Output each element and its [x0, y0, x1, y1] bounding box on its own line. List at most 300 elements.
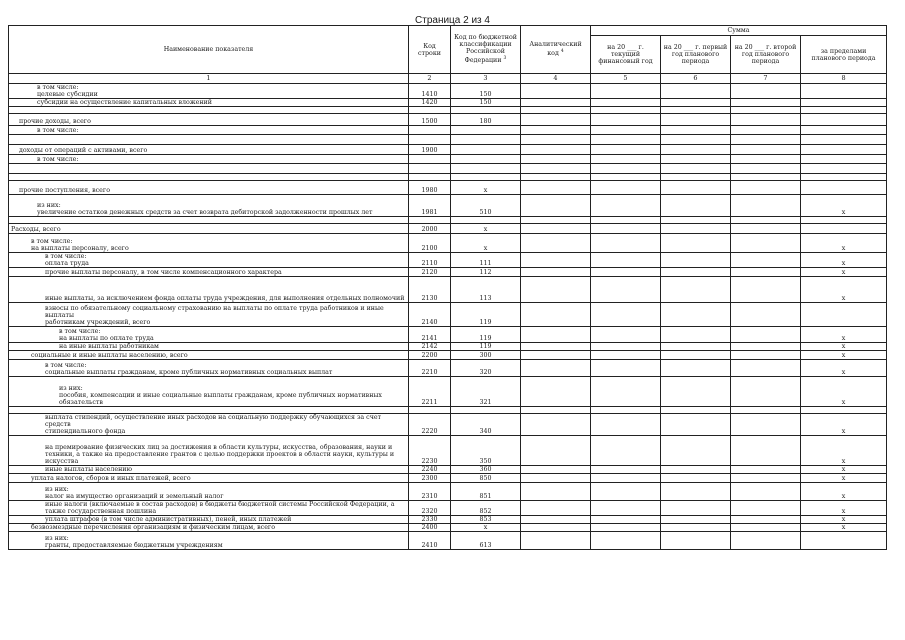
table-row: [9, 501, 887, 516]
amount-first-plan-year: [661, 532, 731, 550]
analytic-code-cell: [521, 174, 591, 181]
indicator-name: в том числе:: [9, 155, 409, 164]
budget-code: 150: [451, 99, 521, 107]
line-code: 2400: [409, 524, 451, 532]
table-row: [9, 99, 887, 107]
column-number: 2: [409, 74, 451, 84]
analytic-code-cell: [521, 181, 591, 195]
indicator-name: в том числе: оплата труда: [9, 253, 409, 268]
amount-first-plan-year: [661, 253, 731, 268]
amount-current-year: [591, 474, 661, 483]
amount-first-plan-year: [661, 174, 731, 181]
indicator-name: в том числе: целевые субсидии: [9, 84, 409, 99]
amount-second-plan-year: [731, 524, 801, 532]
amount-current-year: [591, 253, 661, 268]
line-code: 2140: [409, 303, 451, 327]
amount-current-year: [591, 84, 661, 99]
amount-beyond-plan: x: [801, 524, 887, 532]
analytic-code-cell: [521, 483, 591, 501]
amount-current-year: [591, 351, 661, 360]
amount-second-plan-year: [731, 516, 801, 524]
header-analytic-code: Аналитический код $^4$: [521, 26, 591, 74]
column-number: 1: [9, 74, 409, 84]
amount-beyond-plan: [801, 303, 887, 327]
line-code: 2310: [409, 483, 451, 501]
amount-second-plan-year: [731, 195, 801, 217]
amount-beyond-plan: x: [801, 501, 887, 516]
line-code: 2000: [409, 224, 451, 234]
amount-current-year: [591, 436, 661, 466]
budget-code: x: [451, 224, 521, 234]
amount-beyond-plan: x: [801, 343, 887, 351]
amount-first-plan-year: [661, 268, 731, 277]
header-line-code: Код строки: [409, 26, 451, 74]
indicator-name: прочие выплаты персоналу, в том числе компенсационного характера: [9, 268, 409, 277]
amount-first-plan-year: [661, 135, 731, 145]
table-row: [9, 466, 887, 474]
amount-second-plan-year: [731, 277, 801, 303]
table-row: [9, 516, 887, 524]
analytic-code-cell: [521, 145, 591, 155]
analytic-code-cell: [521, 84, 591, 99]
indicator-name: прочие поступления, всего: [9, 181, 409, 195]
amount-first-plan-year: [661, 224, 731, 234]
budget-code: [451, 164, 521, 174]
amount-beyond-plan: x: [801, 377, 887, 407]
header-current-year: на 20 ___ г. текущий финансовый год: [591, 36, 661, 74]
table-row: [9, 107, 887, 114]
line-code: 2320: [409, 501, 451, 516]
amount-beyond-plan: x: [801, 327, 887, 343]
line-code: 2142: [409, 343, 451, 351]
amount-current-year: [591, 114, 661, 126]
table-row: [9, 224, 887, 234]
line-code: 2230: [409, 436, 451, 466]
amount-second-plan-year: [731, 84, 801, 99]
page-title: Страница 2 из 4: [415, 15, 490, 26]
amount-second-plan-year: [731, 483, 801, 501]
amount-first-plan-year: [661, 217, 731, 224]
header-second-plan-year: на 20 ___ г. второй год планового периода: [731, 36, 801, 74]
amount-beyond-plan: [801, 126, 887, 135]
indicator-name: социальные и иные выплаты населению, всего: [9, 351, 409, 360]
amount-current-year: [591, 360, 661, 377]
table-row: [9, 155, 887, 164]
amount-second-plan-year: [731, 343, 801, 351]
amount-current-year: [591, 181, 661, 195]
analytic-code-cell: [521, 99, 591, 107]
amount-current-year: [591, 145, 661, 155]
header-beyond-plan-period: за пределами планового периода: [801, 36, 887, 74]
analytic-code-cell: [521, 268, 591, 277]
amount-beyond-plan: x: [801, 414, 887, 436]
amount-beyond-plan: x: [801, 195, 887, 217]
amount-beyond-plan: [801, 217, 887, 224]
line-code: [409, 107, 451, 114]
amount-beyond-plan: x: [801, 436, 887, 466]
indicator-name: [9, 107, 409, 114]
analytic-code-cell: [521, 164, 591, 174]
amount-second-plan-year: [731, 99, 801, 107]
line-code: 1900: [409, 145, 451, 155]
line-code: 2211: [409, 377, 451, 407]
header-first-plan-year: на 20 ___ г. первый год планового периода: [661, 36, 731, 74]
amount-second-plan-year: [731, 145, 801, 155]
amount-first-plan-year: [661, 195, 731, 217]
line-code: 2220: [409, 414, 451, 436]
amount-beyond-plan: [801, 174, 887, 181]
amount-beyond-plan: x: [801, 360, 887, 377]
table-body: [9, 84, 887, 550]
budget-code: 321: [451, 377, 521, 407]
amount-first-plan-year: [661, 501, 731, 516]
table-row: [9, 126, 887, 135]
budget-code: [451, 174, 521, 181]
amount-second-plan-year: [731, 466, 801, 474]
table-row: [9, 407, 887, 414]
indicator-name: иные налоги (включаемые в состав расходов) в бюджеты бюджетной системы Российской Федерации, а также государственная пошлина: [9, 501, 409, 516]
line-code: 1410: [409, 84, 451, 99]
amount-second-plan-year: [731, 303, 801, 327]
line-code: 2120: [409, 268, 451, 277]
amount-second-plan-year: [731, 268, 801, 277]
amount-beyond-plan: [801, 407, 887, 414]
amount-current-year: [591, 195, 661, 217]
line-code: 2130: [409, 277, 451, 303]
amount-first-plan-year: [661, 114, 731, 126]
table-row: [9, 351, 887, 360]
amount-current-year: [591, 268, 661, 277]
budget-code: [451, 107, 521, 114]
budget-code: [451, 217, 521, 224]
indicator-name: уплата налогов, сборов и иных платежей, всего: [9, 474, 409, 483]
line-code: 2100: [409, 234, 451, 253]
analytic-code-cell: [521, 377, 591, 407]
amount-beyond-plan: [801, 181, 887, 195]
indicator-name: [9, 407, 409, 414]
amount-first-plan-year: [661, 377, 731, 407]
amount-current-year: [591, 532, 661, 550]
amount-second-plan-year: [731, 532, 801, 550]
budget-code: 350: [451, 436, 521, 466]
indicator-name: выплата стипендий, осуществление иных расходов на социальную поддержку обучающихся за счет средств стипендиального фонда: [9, 414, 409, 436]
amount-second-plan-year: [731, 217, 801, 224]
amount-second-plan-year: [731, 114, 801, 126]
amount-first-plan-year: [661, 474, 731, 483]
amount-current-year: [591, 107, 661, 114]
amount-first-plan-year: [661, 155, 731, 164]
table-row: [9, 327, 887, 343]
analytic-code-cell: [521, 407, 591, 414]
amount-first-plan-year: [661, 483, 731, 501]
table-row: [9, 268, 887, 277]
budget-code: [451, 135, 521, 145]
table-row: [9, 174, 887, 181]
amount-first-plan-year: [661, 234, 731, 253]
amount-second-plan-year: [731, 407, 801, 414]
indicator-name: на иные выплаты работникам: [9, 343, 409, 351]
amount-second-plan-year: [731, 174, 801, 181]
budget-code: 850: [451, 474, 521, 483]
analytic-code-cell: [521, 532, 591, 550]
indicator-name: иные выплаты населению: [9, 466, 409, 474]
amount-current-year: [591, 343, 661, 351]
amount-beyond-plan: x: [801, 268, 887, 277]
header-budget-classification-code: Код по бюджетной классификации Российской Федерации $^3$: [451, 26, 521, 74]
amount-first-plan-year: [661, 351, 731, 360]
indicator-name: доходы от операций с активами, всего: [9, 145, 409, 155]
amount-beyond-plan: x: [801, 253, 887, 268]
amount-second-plan-year: [731, 155, 801, 164]
amount-second-plan-year: [731, 253, 801, 268]
table-row: [9, 377, 887, 407]
line-code: 1981: [409, 195, 451, 217]
amount-current-year: [591, 234, 661, 253]
line-code: 2300: [409, 474, 451, 483]
column-number: 4: [521, 74, 591, 84]
table-row: [9, 234, 887, 253]
financial-plan-table: [8, 25, 887, 550]
analytic-code-cell: [521, 234, 591, 253]
amount-second-plan-year: [731, 327, 801, 343]
amount-current-year: [591, 99, 661, 107]
budget-code: [451, 145, 521, 155]
budget-code: 510: [451, 195, 521, 217]
table-row: [9, 217, 887, 224]
line-code: [409, 164, 451, 174]
amount-first-plan-year: [661, 303, 731, 327]
line-code: 1500: [409, 114, 451, 126]
budget-code: x: [451, 234, 521, 253]
amount-current-year: [591, 407, 661, 414]
line-code: [409, 217, 451, 224]
amount-current-year: [591, 466, 661, 474]
amount-first-plan-year: [661, 99, 731, 107]
amount-first-plan-year: [661, 145, 731, 155]
indicator-name: [9, 135, 409, 145]
amount-second-plan-year: [731, 126, 801, 135]
table-row: [9, 135, 887, 145]
table-row: [9, 303, 887, 327]
table-row: [9, 114, 887, 126]
line-code: 2210: [409, 360, 451, 377]
budget-code: 180: [451, 114, 521, 126]
analytic-code-cell: [521, 277, 591, 303]
amount-second-plan-year: [731, 224, 801, 234]
amount-current-year: [591, 516, 661, 524]
amount-beyond-plan: [801, 99, 887, 107]
line-code: 2410: [409, 532, 451, 550]
analytic-code-cell: [521, 253, 591, 268]
analytic-code-cell: [521, 516, 591, 524]
amount-beyond-plan: [801, 155, 887, 164]
amount-beyond-plan: [801, 107, 887, 114]
analytic-code-cell: [521, 414, 591, 436]
column-number: 8: [801, 74, 887, 84]
column-number: 3: [451, 74, 521, 84]
amount-current-year: [591, 155, 661, 164]
analytic-code-cell: [521, 224, 591, 234]
amount-first-plan-year: [661, 164, 731, 174]
table-row: [9, 532, 887, 550]
amount-second-plan-year: [731, 414, 801, 436]
amount-beyond-plan: [801, 114, 887, 126]
line-code: 2200: [409, 351, 451, 360]
amount-beyond-plan: x: [801, 351, 887, 360]
amount-second-plan-year: [731, 164, 801, 174]
line-code: [409, 174, 451, 181]
line-code: [409, 407, 451, 414]
table-row: [9, 483, 887, 501]
amount-beyond-plan: [801, 164, 887, 174]
budget-code: 851: [451, 483, 521, 501]
amount-current-year: [591, 327, 661, 343]
amount-second-plan-year: [731, 135, 801, 145]
amount-beyond-plan: [801, 84, 887, 99]
amount-first-plan-year: [661, 327, 731, 343]
amount-first-plan-year: [661, 436, 731, 466]
table-row: [9, 474, 887, 483]
budget-code: 853: [451, 516, 521, 524]
budget-code: 113: [451, 277, 521, 303]
amount-current-year: [591, 217, 661, 224]
budget-code: 340: [451, 414, 521, 436]
budget-code: 150: [451, 84, 521, 99]
table-row: [9, 181, 887, 195]
table-row: [9, 145, 887, 155]
column-number: 7: [731, 74, 801, 84]
budget-code: [451, 155, 521, 164]
budget-code: 360: [451, 466, 521, 474]
analytic-code-cell: [521, 466, 591, 474]
indicator-name: [9, 174, 409, 181]
indicator-name: из них: пособия, компенсации и иные социальные выплаты гражданам, кроме публичных нормативных обязательств: [9, 377, 409, 407]
amount-beyond-plan: [801, 135, 887, 145]
amount-first-plan-year: [661, 343, 731, 351]
budget-code: [451, 126, 521, 135]
table-row: [9, 414, 887, 436]
line-code: 2141: [409, 327, 451, 343]
column-number: 5: [591, 74, 661, 84]
indicator-name: в том числе: на выплаты персоналу, всего: [9, 234, 409, 253]
amount-beyond-plan: x: [801, 516, 887, 524]
line-code: 1420: [409, 99, 451, 107]
analytic-code-cell: [521, 126, 591, 135]
indicator-name: безвозмездные перечисления организациям и физическим лицам, всего: [9, 524, 409, 532]
analytic-code-cell: [521, 524, 591, 532]
analytic-code-cell: [521, 195, 591, 217]
indicator-name: на премирование физических лиц за достижения в области культуры, искусства, образования, науки и техники, а также на предоставление грантов с целью поддержки проектов в области науки, культуры и искусства: [9, 436, 409, 466]
analytic-code-cell: [521, 217, 591, 224]
indicator-name: [9, 217, 409, 224]
amount-second-plan-year: [731, 436, 801, 466]
header-indicator-name: Наименование показателя: [9, 26, 409, 74]
analytic-code-cell: [521, 360, 591, 377]
amount-first-plan-year: [661, 181, 731, 195]
budget-code: 852: [451, 501, 521, 516]
line-code: 1980: [409, 181, 451, 195]
budget-code: 111: [451, 253, 521, 268]
amount-beyond-plan: x: [801, 466, 887, 474]
amount-current-year: [591, 135, 661, 145]
line-code: [409, 155, 451, 164]
header-sum: Сумма: [591, 26, 887, 36]
amount-first-plan-year: [661, 524, 731, 532]
analytic-code-cell: [521, 114, 591, 126]
amount-beyond-plan: x: [801, 277, 887, 303]
analytic-code-cell: [521, 135, 591, 145]
indicator-name: субсидии на осуществление капитальных вложений: [9, 99, 409, 107]
analytic-code-cell: [521, 474, 591, 483]
line-code: [409, 126, 451, 135]
table-row: [9, 360, 887, 377]
table-row: [9, 343, 887, 351]
amount-second-plan-year: [731, 234, 801, 253]
budget-code: 613: [451, 532, 521, 550]
column-number-row: [9, 74, 887, 84]
table-row: [9, 164, 887, 174]
table-row: [9, 195, 887, 217]
budget-code: 320: [451, 360, 521, 377]
line-code: 2110: [409, 253, 451, 268]
table-row: [9, 84, 887, 99]
amount-first-plan-year: [661, 466, 731, 474]
line-code: [409, 135, 451, 145]
amount-first-plan-year: [661, 277, 731, 303]
amount-second-plan-year: [731, 377, 801, 407]
amount-current-year: [591, 501, 661, 516]
amount-current-year: [591, 277, 661, 303]
indicator-name: в том числе:: [9, 126, 409, 135]
analytic-code-cell: [521, 436, 591, 466]
amount-first-plan-year: [661, 407, 731, 414]
amount-current-year: [591, 224, 661, 234]
amount-second-plan-year: [731, 181, 801, 195]
indicator-name: прочие доходы, всего: [9, 114, 409, 126]
line-code: 2240: [409, 466, 451, 474]
amount-current-year: [591, 303, 661, 327]
indicator-name: Расходы, всего: [9, 224, 409, 234]
amount-beyond-plan: [801, 224, 887, 234]
amount-second-plan-year: [731, 501, 801, 516]
analytic-code-cell: [521, 351, 591, 360]
indicator-name: из них: налог на имущество организаций и земельный налог: [9, 483, 409, 501]
analytic-code-cell: [521, 303, 591, 327]
table-row: [9, 524, 887, 532]
table-row: [9, 436, 887, 466]
amount-first-plan-year: [661, 516, 731, 524]
budget-code: 119: [451, 327, 521, 343]
analytic-code-cell: [521, 327, 591, 343]
analytic-code-cell: [521, 343, 591, 351]
analytic-code-cell: [521, 107, 591, 114]
budget-code: [451, 407, 521, 414]
amount-second-plan-year: [731, 107, 801, 114]
indicator-name: из них: гранты, предоставляемые бюджетным учреждениям: [9, 532, 409, 550]
amount-second-plan-year: [731, 474, 801, 483]
column-number: 6: [661, 74, 731, 84]
indicator-name: в том числе: на выплаты по оплате труда: [9, 327, 409, 343]
line-code: 2330: [409, 516, 451, 524]
amount-second-plan-year: [731, 351, 801, 360]
indicator-name: взносы по обязательному социальному страхованию на выплаты по оплате труда работников и иные выплаты работникам учреждений, всего: [9, 303, 409, 327]
amount-second-plan-year: [731, 360, 801, 377]
amount-current-year: [591, 414, 661, 436]
indicator-name: уплата штрафов (в том числе административных), пеней, иных платежей: [9, 516, 409, 524]
amount-first-plan-year: [661, 414, 731, 436]
amount-beyond-plan: [801, 145, 887, 155]
amount-beyond-plan: x: [801, 234, 887, 253]
